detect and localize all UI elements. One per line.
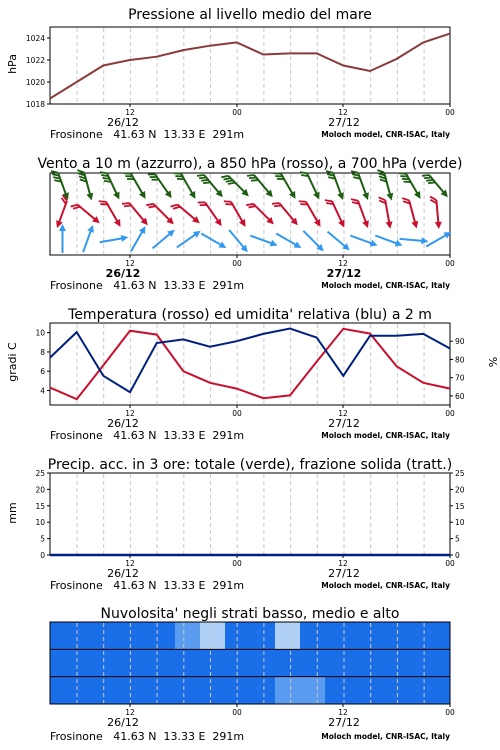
wind-10m-arrow <box>59 224 66 253</box>
precip-y2-tick-label: 0 <box>455 551 460 560</box>
cloud-cell <box>250 677 276 704</box>
wind-700hpa-barb-head <box>86 193 95 202</box>
temp-x-tick-label: 12 <box>125 409 135 418</box>
wind-850hpa-barb-head <box>338 220 347 229</box>
temp-y-tick-label: 10 <box>35 328 45 338</box>
temp-x-tick-label: 00 <box>445 409 455 418</box>
cloud-cell <box>225 622 251 649</box>
wind-10m-arrow-head <box>270 240 279 249</box>
cloud-x-tick-label: 12 <box>338 708 348 717</box>
wind-10m-arrow-head <box>395 240 404 249</box>
cloud-x-tick-label: 00 <box>445 708 455 717</box>
cloud-cell <box>75 677 101 704</box>
wind-10m-arrow-head <box>294 241 304 251</box>
cloud-cell <box>225 677 251 704</box>
cloud-cell <box>125 649 151 676</box>
cloud-x-tick-label: 12 <box>125 708 135 717</box>
location-text: Frosinone 41.63 N 13.33 E 291m <box>50 128 245 141</box>
pressure-x-tick-label: 00 <box>232 108 242 117</box>
cloud-cell <box>325 649 351 676</box>
cloud-cell <box>275 649 301 676</box>
wind-title: Vento a 10 m (azzurro), a 850 hPa (rosso), a 700 hPa (verde) <box>37 156 463 172</box>
location-text: Frosinone 41.63 N 13.33 E 291m <box>50 579 245 592</box>
wind-700hpa-barb <box>274 169 299 202</box>
cloud-cell <box>150 622 176 649</box>
wind-700hpa-barb <box>174 169 199 202</box>
cloud-cell <box>175 677 201 704</box>
cloud-cell <box>200 677 226 704</box>
wind-700hpa-barb <box>221 171 251 201</box>
wind-date-label: 26/12 <box>105 267 141 280</box>
precip-x-tick-label: 00 <box>445 559 455 568</box>
wind-850hpa-barb <box>325 196 348 230</box>
location-text: Frosinone 41.63 N 13.33 E 291m <box>50 730 245 743</box>
precip-y2-tick-label: 15 <box>455 501 465 511</box>
pressure-y-tick-label: 1018 <box>25 100 45 109</box>
humidity-y2-tick-label: 70 <box>455 373 465 383</box>
temp-x-tick-label: 12 <box>338 409 348 418</box>
pressure-x-tick-label: 12 <box>125 108 135 117</box>
wind-700hpa-barb <box>247 170 275 201</box>
cloud-x-tick-label: 00 <box>232 708 242 717</box>
cloud-cell <box>50 622 76 649</box>
cloud-cell <box>250 622 276 649</box>
cloud-cell <box>425 622 451 649</box>
wind-10m-arrow <box>399 235 428 245</box>
pressure-x-tick-label: 12 <box>338 108 348 117</box>
wind-850hpa-barb <box>272 198 300 229</box>
wind-850hpa-barb <box>122 198 150 229</box>
wind-10m-arrow-head <box>444 229 454 239</box>
precip-y2-tick-label: 20 <box>455 485 465 495</box>
wind-700hpa-barb-head <box>414 191 424 201</box>
cloud-cell <box>250 649 276 676</box>
wind-850hpa-barb <box>51 195 71 229</box>
wind-x-tick-label: 12 <box>125 259 135 268</box>
cloud-cell <box>350 677 376 704</box>
cloud-cell <box>200 622 226 649</box>
wind-10m-arrow-head <box>219 241 229 251</box>
wind-10m-arrow <box>150 227 177 251</box>
wind-700hpa-barb-head <box>189 191 199 201</box>
cloud-cell <box>400 622 426 649</box>
wind-10m-arrow <box>80 224 96 254</box>
precip-y-tick-label: 5 <box>40 534 45 544</box>
wind-x-tick-label: 00 <box>445 259 455 268</box>
cloud-cell <box>400 677 426 704</box>
cloud-cell <box>350 622 376 649</box>
wind-700hpa-barb <box>148 169 175 201</box>
pressure-ylabel: hPa <box>6 54 19 74</box>
precip-y-tick-label: 20 <box>35 485 45 495</box>
wind-850hpa-barb <box>224 197 249 230</box>
wind-10m-arrow-head <box>139 224 149 234</box>
cloud-cell <box>225 649 251 676</box>
precip-x-tick-label: 12 <box>125 559 135 568</box>
precip-frame <box>50 473 450 555</box>
wind-850hpa-barb-head <box>239 219 249 229</box>
humidity-y2-tick-label: 60 <box>455 391 465 401</box>
wind-10m-arrow <box>128 224 149 253</box>
credit-text: Moloch model, CNR-ISAC, Italy <box>321 431 450 440</box>
credit-text: Moloch model, CNR-ISAC, Italy <box>321 732 450 741</box>
wind-850hpa-barb <box>198 197 225 229</box>
cloud-cell <box>425 677 451 704</box>
temp-y-tick-label: 8 <box>40 347 45 357</box>
wind-850hpa-barb <box>71 199 102 227</box>
temp-y-tick-label: 4 <box>40 386 45 396</box>
wind-10m-arrow <box>325 229 352 253</box>
cloud-cell <box>50 677 76 704</box>
precip-y2-tick-label: 10 <box>455 518 465 528</box>
credit-text: Moloch model, CNR-ISAC, Italy <box>321 130 450 139</box>
wind-10m-arrow <box>175 228 203 250</box>
cloud-cell <box>50 649 76 676</box>
temperature-series-line <box>50 329 450 399</box>
cloud-cell <box>300 649 326 676</box>
wind-10m-arrow-head <box>421 237 429 245</box>
cloud-cell <box>275 622 301 649</box>
humidity-ylabel: % <box>486 356 499 368</box>
wind-10m-arrow <box>424 229 453 250</box>
cloud-cell <box>325 622 351 649</box>
cloud-cell <box>425 649 451 676</box>
pressure-date-label: 26/12 <box>107 116 139 129</box>
wind-850hpa-barb-head <box>314 219 324 229</box>
cloud-cell <box>375 677 401 704</box>
wind-850hpa-barb <box>246 199 276 229</box>
wind-850hpa-barb <box>430 196 442 230</box>
wind-700hpa-barb-head <box>386 193 395 202</box>
wind-850hpa-barb <box>379 196 394 230</box>
wind-700hpa-barb-head <box>313 192 322 201</box>
wind-10m-arrow <box>226 228 250 255</box>
pressure-series-line <box>50 34 450 99</box>
cloud-cell <box>175 649 201 676</box>
pressure-frame <box>50 27 450 104</box>
wind-10m-arrow <box>349 232 379 248</box>
wind-date-label: 27/12 <box>326 267 362 280</box>
precip-date-label: 26/12 <box>107 567 139 580</box>
pressure-date-label: 27/12 <box>328 116 360 129</box>
pressure-title: Pressione al livello medio del mare <box>128 7 372 23</box>
wind-850hpa-barb-head <box>114 219 124 229</box>
cloud-cell <box>350 649 376 676</box>
wind-700hpa-barb <box>124 169 149 202</box>
precip-ylabel: mm <box>6 502 19 524</box>
precip-x-tick-label: 00 <box>232 559 242 568</box>
cloud-cell <box>300 677 326 704</box>
pressure-y-tick-label: 1024 <box>25 34 45 43</box>
wind-700hpa-barb-head <box>139 191 149 201</box>
cloud-date-label: 27/12 <box>328 716 360 729</box>
temp-title: Temperatura (rosso) ed umidita' relativa (blu) a 2 m <box>68 307 432 323</box>
location-text: Frosinone 41.63 N 13.33 E 291m <box>50 429 245 442</box>
cloud-cell <box>150 677 176 704</box>
humidity-y2-tick-label: 90 <box>455 337 465 347</box>
wind-850hpa-barb <box>402 196 420 230</box>
cloud-cell <box>125 677 151 704</box>
precip-y-tick-label: 10 <box>35 518 45 528</box>
humidity-y2-tick-label: 80 <box>455 355 465 365</box>
credit-text: Moloch model, CNR-ISAC, Italy <box>321 581 450 590</box>
credit-text: Moloch model, CNR-ISAC, Italy <box>321 281 450 290</box>
wind-10m-arrow-head <box>121 234 129 242</box>
cloud-cell <box>75 622 101 649</box>
pressure-y-tick-label: 1020 <box>25 78 45 87</box>
wind-700hpa-barb-head <box>337 192 346 201</box>
wind-850hpa-barb <box>299 197 324 230</box>
pressure-y-tick-label: 1022 <box>25 56 45 65</box>
cloud-cell <box>400 649 426 676</box>
wind-10m-arrow <box>374 232 404 248</box>
cloud-cell <box>375 622 401 649</box>
temp-x-tick-label: 00 <box>232 409 242 418</box>
cloud-cell <box>125 622 151 649</box>
cloud-cell <box>75 649 101 676</box>
temp-date-label: 26/12 <box>107 417 139 430</box>
precip-y-tick-label: 25 <box>35 469 45 478</box>
wind-10m-arrow-head <box>87 224 96 233</box>
wind-frame <box>50 173 450 255</box>
cloud-cell <box>275 677 301 704</box>
cloud-cell <box>200 649 226 676</box>
precip-date-label: 27/12 <box>328 567 360 580</box>
temp-y-tick-label: 6 <box>40 367 45 377</box>
wind-850hpa-barb-head <box>411 221 420 230</box>
pressure-x-tick-label: 00 <box>445 108 455 117</box>
wind-700hpa-barb-head <box>113 192 122 201</box>
wind-700hpa-barb <box>399 169 424 202</box>
cloud-title: Nuvolosita' negli strati basso, medio e alto <box>100 606 400 622</box>
wind-850hpa-barb-head <box>386 221 394 229</box>
location-text: Frosinone 41.63 N 13.33 E 291m <box>50 279 245 292</box>
wind-700hpa-barb <box>197 170 225 201</box>
wind-10m-arrow <box>274 230 303 251</box>
cloud-cell <box>150 649 176 676</box>
wind-850hpa-barb <box>99 197 124 230</box>
wind-10m-arrow <box>199 230 228 251</box>
cloud-cell <box>375 649 401 676</box>
cloud-cell <box>300 622 326 649</box>
wind-850hpa-barb-head <box>435 222 443 230</box>
cloud-cell <box>325 677 351 704</box>
wind-x-tick-label: 00 <box>232 259 242 268</box>
wind-850hpa-barb-head <box>362 220 371 229</box>
precip-y-tick-label: 15 <box>35 501 45 511</box>
precip-y2-tick-label: 5 <box>455 534 460 544</box>
precip-y2-tick-label: 25 <box>455 469 465 478</box>
wind-850hpa-barb <box>171 199 202 227</box>
wind-10m-arrow <box>301 228 326 253</box>
wind-700hpa-barb <box>422 170 450 201</box>
wind-x-tick-label: 12 <box>338 259 348 268</box>
humidity-series-line <box>50 329 450 393</box>
precip-x-tick-label: 12 <box>338 559 348 568</box>
wind-700hpa-barb-head <box>362 192 371 201</box>
wind-850hpa-barb <box>351 196 371 230</box>
precip-y-tick-label: 0 <box>40 551 45 560</box>
wind-850hpa-barb <box>146 199 176 229</box>
temp-date-label: 27/12 <box>328 417 360 430</box>
precip-title: Precip. acc. in 3 ore: totale (verde), frazione solida (tratt.) <box>47 457 453 473</box>
temp-ylabel: gradi C <box>6 342 19 382</box>
cloud-cell <box>175 622 201 649</box>
cloud-date-label: 26/12 <box>107 716 139 729</box>
